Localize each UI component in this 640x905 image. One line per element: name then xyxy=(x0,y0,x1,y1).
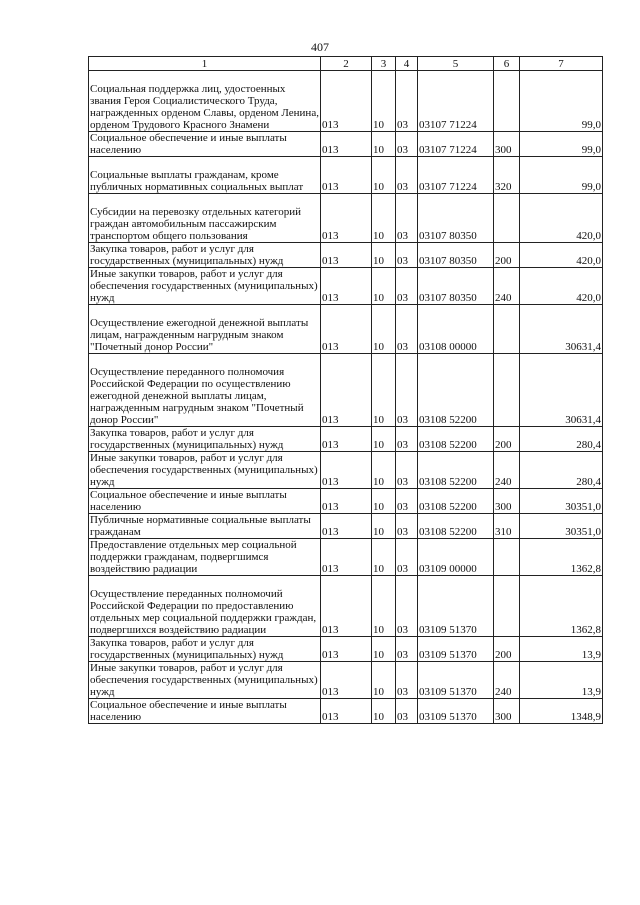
row-amount: 1362,8 xyxy=(520,539,603,576)
row-expense-type: 240 xyxy=(494,268,520,305)
table-row xyxy=(89,452,603,489)
row-expense-type xyxy=(494,354,520,427)
row-target-article: 03108 52200 xyxy=(418,427,494,452)
row-subsection-code: 03 xyxy=(396,637,418,662)
row-section-code: 10 xyxy=(372,157,396,194)
row-name: Закупка товаров, работ и услуг для государственных (муниципальных) нужд xyxy=(89,637,321,662)
row-target-article: 03109 51370 xyxy=(418,699,494,724)
row-department-code: 013 xyxy=(321,699,372,724)
row-target-article: 03107 80350 xyxy=(418,243,494,268)
row-subsection-code: 03 xyxy=(396,268,418,305)
header-col-5: 5 xyxy=(418,57,494,71)
row-amount: 420,0 xyxy=(520,243,603,268)
row-name: Социальное обеспечение и иные выплаты населению xyxy=(89,132,321,157)
row-section-code: 10 xyxy=(372,243,396,268)
row-subsection-code: 03 xyxy=(396,157,418,194)
row-target-article: 03108 52200 xyxy=(418,514,494,539)
table-row xyxy=(89,243,603,268)
row-expense-type xyxy=(494,194,520,243)
table-row xyxy=(89,354,603,427)
row-subsection-code: 03 xyxy=(396,71,418,132)
row-name: Социальное обеспечение и иные выплаты населению xyxy=(89,699,321,724)
row-name: Публичные нормативные социальные выплаты гражданам xyxy=(89,514,321,539)
row-expense-type: 310 xyxy=(494,514,520,539)
row-subsection-code: 03 xyxy=(396,194,418,243)
row-expense-type xyxy=(494,71,520,132)
row-department-code: 013 xyxy=(321,268,372,305)
row-section-code: 10 xyxy=(372,305,396,354)
header-col-4: 4 xyxy=(396,57,418,71)
row-department-code: 013 xyxy=(321,539,372,576)
table-row xyxy=(89,539,603,576)
header-col-1: 1 xyxy=(89,57,321,71)
table-row xyxy=(89,514,603,539)
header-col-6: 6 xyxy=(494,57,520,71)
row-amount: 30631,4 xyxy=(520,354,603,427)
row-department-code: 013 xyxy=(321,514,372,539)
row-amount: 280,4 xyxy=(520,452,603,489)
row-expense-type: 300 xyxy=(494,489,520,514)
row-department-code: 013 xyxy=(321,452,372,489)
header-col-3: 3 xyxy=(372,57,396,71)
row-amount: 420,0 xyxy=(520,268,603,305)
row-section-code: 10 xyxy=(372,662,396,699)
row-name: Субсидии на перевозку отдельных категорий граждан автомобильным пассажирским транспортом общего пользования xyxy=(89,194,321,243)
row-section-code: 10 xyxy=(372,71,396,132)
row-amount: 280,4 xyxy=(520,427,603,452)
row-target-article: 03107 80350 xyxy=(418,194,494,243)
table-row xyxy=(89,268,603,305)
row-amount: 1348,9 xyxy=(520,699,603,724)
row-name: Социальные выплаты гражданам, кроме публичных нормативных социальных выплат xyxy=(89,157,321,194)
row-name: Социальная поддержка лиц, удостоенных звания Героя Социалистического Труда, награжденных орденом Славы, орденом Ленина, орденом Трудового Красного Знамени xyxy=(89,71,321,132)
table-body xyxy=(89,71,603,724)
header-row xyxy=(89,57,603,71)
row-name: Закупка товаров, работ и услуг для государственных (муниципальных) нужд xyxy=(89,243,321,268)
row-expense-type: 200 xyxy=(494,637,520,662)
row-amount: 13,9 xyxy=(520,662,603,699)
table-row xyxy=(89,194,603,243)
row-target-article: 03108 00000 xyxy=(418,305,494,354)
row-target-article: 03109 00000 xyxy=(418,539,494,576)
table-row xyxy=(89,71,603,132)
row-target-article: 03109 51370 xyxy=(418,637,494,662)
row-target-article: 03109 51370 xyxy=(418,576,494,637)
row-subsection-code: 03 xyxy=(396,539,418,576)
row-name: Иные закупки товаров, работ и услуг для обеспечения государственных (муниципальных) нужд xyxy=(89,268,321,305)
table-row xyxy=(89,576,603,637)
row-department-code: 013 xyxy=(321,157,372,194)
row-department-code: 013 xyxy=(321,132,372,157)
table-row xyxy=(89,427,603,452)
row-section-code: 10 xyxy=(372,576,396,637)
row-name: Осуществление переданного полномочия Российской Федерации по осуществлению ежегодной денежной выплаты лицам, награжденным нагрудным знаком "Почетный донор России" xyxy=(89,354,321,427)
row-amount: 99,0 xyxy=(520,71,603,132)
row-section-code: 10 xyxy=(372,354,396,427)
row-section-code: 10 xyxy=(372,194,396,243)
row-subsection-code: 03 xyxy=(396,489,418,514)
row-section-code: 10 xyxy=(372,539,396,576)
header-col-2: 2 xyxy=(321,57,372,71)
table-row xyxy=(89,662,603,699)
table-row xyxy=(89,157,603,194)
row-expense-type: 240 xyxy=(494,452,520,489)
row-amount: 13,9 xyxy=(520,637,603,662)
row-name: Предоставление отдельных мер социальной поддержки гражданам, подвергшимся воздействию радиации xyxy=(89,539,321,576)
table-row xyxy=(89,305,603,354)
row-department-code: 013 xyxy=(321,489,372,514)
row-section-code: 10 xyxy=(372,699,396,724)
row-expense-type: 320 xyxy=(494,157,520,194)
row-section-code: 10 xyxy=(372,489,396,514)
row-department-code: 013 xyxy=(321,243,372,268)
row-section-code: 10 xyxy=(372,427,396,452)
row-subsection-code: 03 xyxy=(396,576,418,637)
row-section-code: 10 xyxy=(372,514,396,539)
row-expense-type: 200 xyxy=(494,243,520,268)
row-department-code: 013 xyxy=(321,662,372,699)
row-section-code: 10 xyxy=(372,637,396,662)
row-target-article: 03107 71224 xyxy=(418,157,494,194)
row-subsection-code: 03 xyxy=(396,354,418,427)
row-target-article: 03107 71224 xyxy=(418,132,494,157)
table-row xyxy=(89,132,603,157)
row-subsection-code: 03 xyxy=(396,305,418,354)
row-section-code: 10 xyxy=(372,268,396,305)
header-col-7: 7 xyxy=(520,57,603,71)
row-name: Иные закупки товаров, работ и услуг для обеспечения государственных (муниципальных) нужд xyxy=(89,452,321,489)
row-name: Социальное обеспечение и иные выплаты населению xyxy=(89,489,321,514)
row-department-code: 013 xyxy=(321,354,372,427)
row-name: Осуществление переданных полномочий Российской Федерации по предоставлению отдельных мер социальной поддержки граждан, подвергшихся воздействию радиации xyxy=(89,576,321,637)
row-expense-type: 240 xyxy=(494,662,520,699)
row-expense-type xyxy=(494,539,520,576)
row-section-code: 10 xyxy=(372,452,396,489)
row-amount: 30631,4 xyxy=(520,305,603,354)
row-target-article: 03107 80350 xyxy=(418,268,494,305)
row-expense-type xyxy=(494,576,520,637)
row-department-code: 013 xyxy=(321,71,372,132)
row-department-code: 013 xyxy=(321,305,372,354)
row-subsection-code: 03 xyxy=(396,132,418,157)
row-amount: 30351,0 xyxy=(520,489,603,514)
row-target-article: 03109 51370 xyxy=(418,662,494,699)
row-target-article: 03107 71224 xyxy=(418,71,494,132)
row-target-article: 03108 52200 xyxy=(418,452,494,489)
row-subsection-code: 03 xyxy=(396,452,418,489)
row-amount: 99,0 xyxy=(520,157,603,194)
row-amount: 30351,0 xyxy=(520,514,603,539)
row-subsection-code: 03 xyxy=(396,662,418,699)
row-department-code: 013 xyxy=(321,427,372,452)
row-department-code: 013 xyxy=(321,194,372,243)
table-row xyxy=(89,637,603,662)
row-name: Осуществление ежегодной денежной выплаты лицам, награжденным нагрудным знаком "Почетный донор России" xyxy=(89,305,321,354)
row-target-article: 03108 52200 xyxy=(418,489,494,514)
row-amount: 99,0 xyxy=(520,132,603,157)
row-expense-type: 300 xyxy=(494,132,520,157)
row-name: Закупка товаров, работ и услуг для государственных (муниципальных) нужд xyxy=(89,427,321,452)
page-number: 407 xyxy=(311,40,329,54)
row-subsection-code: 03 xyxy=(396,243,418,268)
row-amount: 1362,8 xyxy=(520,576,603,637)
row-department-code: 013 xyxy=(321,637,372,662)
row-amount: 420,0 xyxy=(520,194,603,243)
row-name: Иные закупки товаров, работ и услуг для обеспечения государственных (муниципальных) нужд xyxy=(89,662,321,699)
row-subsection-code: 03 xyxy=(396,514,418,539)
row-department-code: 013 xyxy=(321,576,372,637)
row-expense-type: 200 xyxy=(494,427,520,452)
row-section-code: 10 xyxy=(372,132,396,157)
row-expense-type: 300 xyxy=(494,699,520,724)
budget-table xyxy=(88,56,603,724)
row-target-article: 03108 52200 xyxy=(418,354,494,427)
table-row xyxy=(89,489,603,514)
table-row xyxy=(89,699,603,724)
row-expense-type xyxy=(494,305,520,354)
row-subsection-code: 03 xyxy=(396,427,418,452)
row-subsection-code: 03 xyxy=(396,699,418,724)
